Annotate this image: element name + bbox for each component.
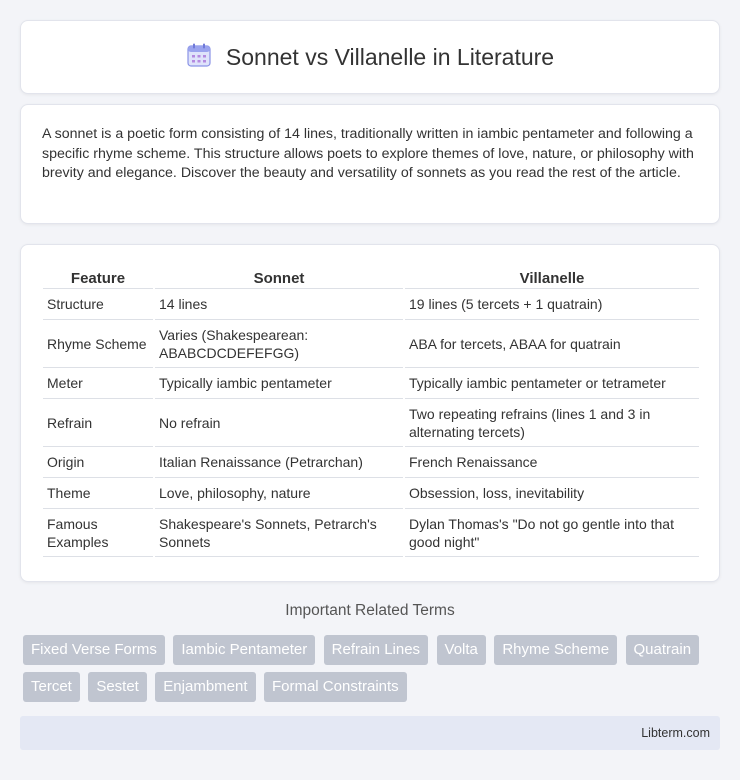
cell-feature: Theme: [43, 478, 153, 509]
cell-sonnet: Italian Renaissance (Petrarchan): [155, 447, 403, 478]
tag-volta[interactable]: Volta: [437, 635, 486, 665]
cell-villanelle: Typically iambic pentameter or tetrameter: [405, 368, 699, 399]
cell-sonnet: 14 lines: [155, 289, 403, 320]
table-row: [43, 478, 699, 509]
cell-villanelle: Dylan Thomas's "Do not go gentle into that good night": [405, 509, 699, 557]
table-row: [43, 289, 699, 320]
cell-feature: Refrain: [43, 399, 153, 447]
tag-rhyme-scheme[interactable]: Rhyme Scheme: [494, 635, 617, 665]
comparison-table-card: [20, 244, 720, 582]
tag-fixed-verse-forms[interactable]: Fixed Verse Forms: [23, 635, 165, 665]
tag-quatrain[interactable]: Quatrain: [626, 635, 700, 665]
table-row: [43, 320, 699, 368]
cell-villanelle: French Renaissance: [405, 447, 699, 478]
related-terms-heading: Important Related Terms: [285, 602, 455, 619]
tag-tercet[interactable]: Tercet: [23, 672, 80, 702]
intro-card: [20, 104, 720, 224]
column-header-villanelle: Villanelle: [405, 265, 699, 289]
cell-sonnet: Love, philosophy, nature: [155, 478, 403, 509]
footer: [20, 716, 720, 750]
cell-feature: Rhyme Scheme: [43, 320, 153, 368]
cell-feature: Structure: [43, 289, 153, 320]
column-header-sonnet: Sonnet: [155, 265, 403, 289]
cell-sonnet: No refrain: [155, 399, 403, 447]
tag-iambic-pentameter[interactable]: Iambic Pentameter: [173, 635, 315, 665]
cell-sonnet: Shakespeare's Sonnets, Petrarch's Sonnets: [155, 509, 403, 557]
comparison-table: [41, 265, 701, 557]
cell-sonnet: Typically iambic pentameter: [155, 368, 403, 399]
header-card: [20, 20, 720, 94]
calendar-icon: [186, 42, 212, 73]
cell-villanelle: ABA for tercets, ABAA for quatrain: [405, 320, 699, 368]
intro-paragraph: A sonnet is a poetic form consisting of 14 lines, traditionally written in iambic pentameter and following a specific rhyme scheme. This structure allows poets to explore themes of love, nature, or philosophy with brevity and elegance. Discover the beauty and versatility of sonnets as you read the rest of the article.: [42, 126, 694, 182]
footer-site-link[interactable]: Libterm.com: [641, 726, 710, 740]
table-row: [43, 368, 699, 399]
cell-feature: Origin: [43, 447, 153, 478]
cell-villanelle: Two repeating refrains (lines 1 and 3 in alternating tercets): [405, 399, 699, 447]
cell-villanelle: 19 lines (5 tercets + 1 quatrain): [405, 289, 699, 320]
cell-feature: Meter: [43, 368, 153, 399]
tag-sestet[interactable]: Sestet: [88, 672, 147, 702]
related-terms-list: [23, 635, 723, 709]
tag-refrain-lines[interactable]: Refrain Lines: [324, 635, 428, 665]
cell-sonnet: Varies (Shakespearean: ABABCDCDEFEFGG): [155, 320, 403, 368]
page-title: Sonnet vs Villanelle in Literature: [225, 43, 555, 70]
table-row: [43, 399, 699, 447]
table-row: [43, 509, 699, 557]
table-row: [43, 447, 699, 478]
column-header-feature: Feature: [43, 265, 153, 289]
tag-formal-constraints[interactable]: Formal Constraints: [264, 672, 407, 702]
tag-enjambment[interactable]: Enjambment: [155, 672, 255, 702]
cell-villanelle: Obsession, loss, inevitability: [405, 478, 699, 509]
cell-feature: Famous Examples: [43, 509, 153, 557]
